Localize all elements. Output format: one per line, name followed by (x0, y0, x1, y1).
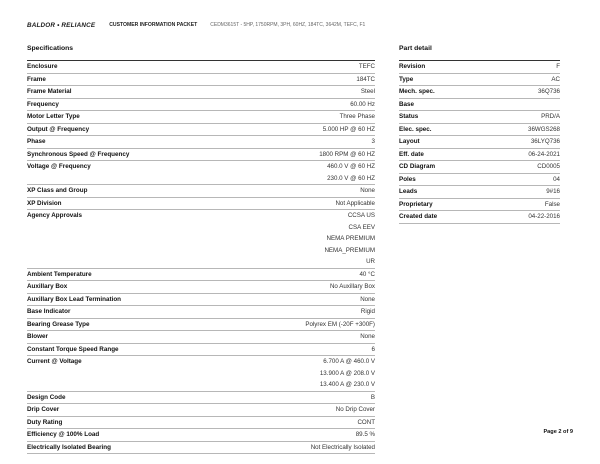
part-values (531, 136, 560, 148)
part-value: 36LYQ736 (530, 138, 560, 145)
spec-values (335, 198, 375, 210)
spec-label: Frequency (27, 100, 59, 108)
spec-values (360, 185, 375, 197)
spec-row (27, 344, 375, 357)
spec-label: XP Class and Group (27, 187, 88, 194)
part-label: Status (399, 113, 419, 120)
spec-label: Motor Letter Type (27, 113, 80, 120)
spec-row (27, 306, 375, 319)
spec-value: Steel (360, 88, 375, 95)
spec-label: Frame (27, 75, 46, 83)
spec-row (27, 331, 375, 344)
spec-row (27, 198, 375, 211)
spec-label: Base Indicator (27, 308, 71, 315)
spec-label: Frame Material (27, 88, 72, 95)
part-value: PRD/A (541, 113, 560, 120)
spec-value: 40 °C (359, 270, 375, 278)
part-value: F (556, 63, 560, 70)
part-row (399, 99, 560, 112)
spec-value: Not Electrically Isolated (310, 443, 375, 451)
part-row (399, 149, 560, 162)
spec-values (327, 161, 375, 184)
spec-label: Agency Approvals (27, 212, 83, 219)
part-label: Elec. spec. (399, 125, 432, 133)
spec-row (27, 149, 375, 162)
part-row (399, 86, 560, 99)
spec-values (356, 74, 375, 86)
part-label: Leads (399, 188, 418, 195)
spec-value: CSA EEV (348, 223, 375, 231)
spec-label: Phase (27, 138, 46, 145)
spec-label: Bearing Grease Type (27, 320, 90, 328)
spec-values (311, 442, 375, 454)
spec-value: No Auxillary Box (329, 283, 375, 290)
spec-row (27, 356, 375, 392)
part-values (546, 186, 560, 198)
spec-label: Efficiency @ 100% Load (27, 431, 100, 438)
part-values (528, 149, 560, 161)
part-label: Mech. spec. (399, 88, 435, 95)
spec-label: Constant Torque Speed Range (27, 345, 119, 353)
part-row (399, 124, 560, 137)
spec-values (350, 99, 375, 111)
part-values (541, 111, 560, 123)
spec-row (27, 124, 375, 137)
part-value: AC (551, 75, 560, 83)
part-row (399, 174, 560, 187)
spec-label: Blower (27, 333, 48, 340)
spec-value: 1800 RPM @ 60 HZ (319, 150, 375, 158)
part-values (551, 74, 560, 86)
part-row (399, 199, 560, 212)
spec-row (27, 417, 375, 430)
part-label: Proprietary (399, 200, 433, 208)
spec-row (27, 281, 375, 294)
spec-value: 89.5 % (355, 431, 375, 438)
spec-label: Duty Rating (27, 418, 63, 426)
part-label: Revision (399, 63, 426, 70)
spec-values (359, 61, 375, 73)
spec-value: 60.00 Hz (350, 100, 375, 108)
spec-value: 230.0 V @ 60 HZ (327, 174, 375, 182)
spec-value: NEMA PREMIUM (326, 235, 375, 242)
part-value: 36WGS268 (528, 125, 560, 133)
spec-label: Auxillary Box Lead Termination (27, 295, 122, 303)
spec-value: 6.700 A @ 460.0 V (323, 358, 375, 365)
spec-value: CCSA US (347, 212, 375, 219)
spec-value: 184TC (356, 75, 375, 83)
part-values (545, 199, 560, 211)
part-label: Created date (399, 213, 438, 220)
part-value: 04-22-2016 (528, 213, 560, 220)
part-label: Eff. date (399, 150, 424, 158)
spec-values (319, 149, 375, 161)
part-value: CD0005 (537, 163, 560, 170)
spec-row (27, 111, 375, 124)
spec-row (27, 74, 375, 87)
part-row (399, 74, 560, 87)
part-label: CD Diagram (399, 163, 436, 170)
part-value: 9#16 (546, 188, 560, 195)
spec-value: TEFC (358, 63, 375, 70)
spec-label: Drip Cover (27, 406, 60, 413)
spec-values (357, 417, 375, 429)
spec-values (371, 392, 375, 404)
spec-values (372, 136, 375, 148)
document-header (27, 20, 365, 30)
spec-value: 6 (371, 345, 375, 353)
spec-value: 13.900 A @ 208.0 V (319, 369, 375, 377)
spec-label: Electrically Isolated Bearing (27, 443, 111, 451)
part-values (538, 86, 560, 98)
part-values (528, 124, 560, 136)
page-number: Page 2 of 9 (543, 429, 573, 435)
part-row (399, 211, 560, 224)
packet-title: CUSTOMER INFORMATION PACKET (109, 22, 198, 28)
spec-values (330, 281, 375, 293)
spec-label: Output @ Frequency (27, 125, 90, 133)
spec-row (27, 86, 375, 99)
spec-value: CONT (357, 418, 375, 426)
part-label: Type (399, 75, 414, 83)
product-description: CEDM3615T - 5HP, 1750RPM, 3PH, 60HZ, 184TC, 3642M, TEFC, F1 (210, 22, 366, 28)
part-value: 36Q736 (537, 88, 560, 95)
spec-label: Current @ Voltage (27, 358, 82, 365)
brand-logo: BALDOR • RELIANCE (27, 21, 96, 29)
part-row (399, 161, 560, 174)
part-row (399, 186, 560, 199)
spec-row (27, 161, 375, 185)
part-values (537, 161, 560, 173)
spec-values (361, 306, 375, 318)
spec-row (27, 404, 375, 417)
part-value: False (544, 200, 560, 208)
spec-value: None (360, 295, 375, 303)
spec-label: Auxillary Box (27, 283, 68, 290)
spec-value: No Drip Cover (335, 406, 375, 413)
spec-value: B (370, 393, 375, 401)
spec-values (324, 210, 375, 268)
spec-value: 460.0 V @ 60 HZ (327, 163, 375, 170)
part-row (399, 111, 560, 124)
spec-row (27, 61, 375, 74)
spec-row (27, 99, 375, 112)
spec-row (27, 294, 375, 307)
spec-value: None (360, 333, 375, 340)
spec-value: 3 (371, 138, 375, 145)
spec-value: None (360, 187, 375, 194)
spec-label: XP Division (27, 199, 62, 207)
part-detail-title: Part detail (399, 45, 432, 52)
spec-row (27, 319, 375, 332)
spec-label: Design Code (27, 393, 66, 401)
part-label: Poles (399, 175, 416, 183)
part-value: 06-24-2021 (528, 150, 560, 158)
spec-row (27, 210, 375, 269)
spec-value: NEMA_PREMIUM (324, 246, 375, 254)
part-value: 04 (553, 175, 560, 183)
spec-values (360, 331, 375, 343)
spec-value: Polyrex EM (-20F +300F) (305, 320, 375, 328)
spec-row (27, 269, 375, 282)
spec-label: Ambient Temperature (27, 270, 92, 278)
spec-row (27, 442, 375, 455)
spec-values (372, 344, 375, 356)
spec-value: UR (366, 258, 375, 265)
specifications-title: Specifications (27, 45, 74, 52)
spec-value: Three Phase (339, 113, 375, 120)
spec-label: Voltage @ Frequency (27, 163, 91, 170)
spec-row (27, 429, 375, 442)
spec-values (356, 429, 375, 441)
spec-row (27, 136, 375, 149)
spec-value: 13.400 A @ 230.0 V (319, 381, 375, 388)
spec-values (320, 356, 375, 391)
spec-values (305, 319, 375, 331)
spec-label: Synchronous Speed @ Frequency (27, 150, 130, 158)
specifications-table (27, 60, 375, 454)
part-label: Base (399, 100, 415, 108)
part-values (553, 174, 560, 186)
spec-values (336, 404, 375, 416)
spec-values (323, 124, 375, 136)
part-detail-table (399, 60, 560, 224)
part-values (556, 61, 560, 73)
spec-value: 5.000 HP @ 60 HZ (322, 125, 375, 133)
part-values (528, 211, 560, 223)
spec-values (361, 86, 375, 98)
spec-label: Enclosure (27, 63, 58, 70)
spec-values (340, 111, 375, 123)
spec-values (360, 294, 375, 306)
spec-value: Rigid (360, 308, 375, 315)
part-row (399, 61, 560, 74)
part-row (399, 136, 560, 149)
spec-row (27, 392, 375, 405)
spec-row (27, 185, 375, 198)
part-label: Layout (399, 138, 420, 145)
spec-value: Not Applicable (335, 199, 375, 207)
spec-values (359, 269, 375, 281)
